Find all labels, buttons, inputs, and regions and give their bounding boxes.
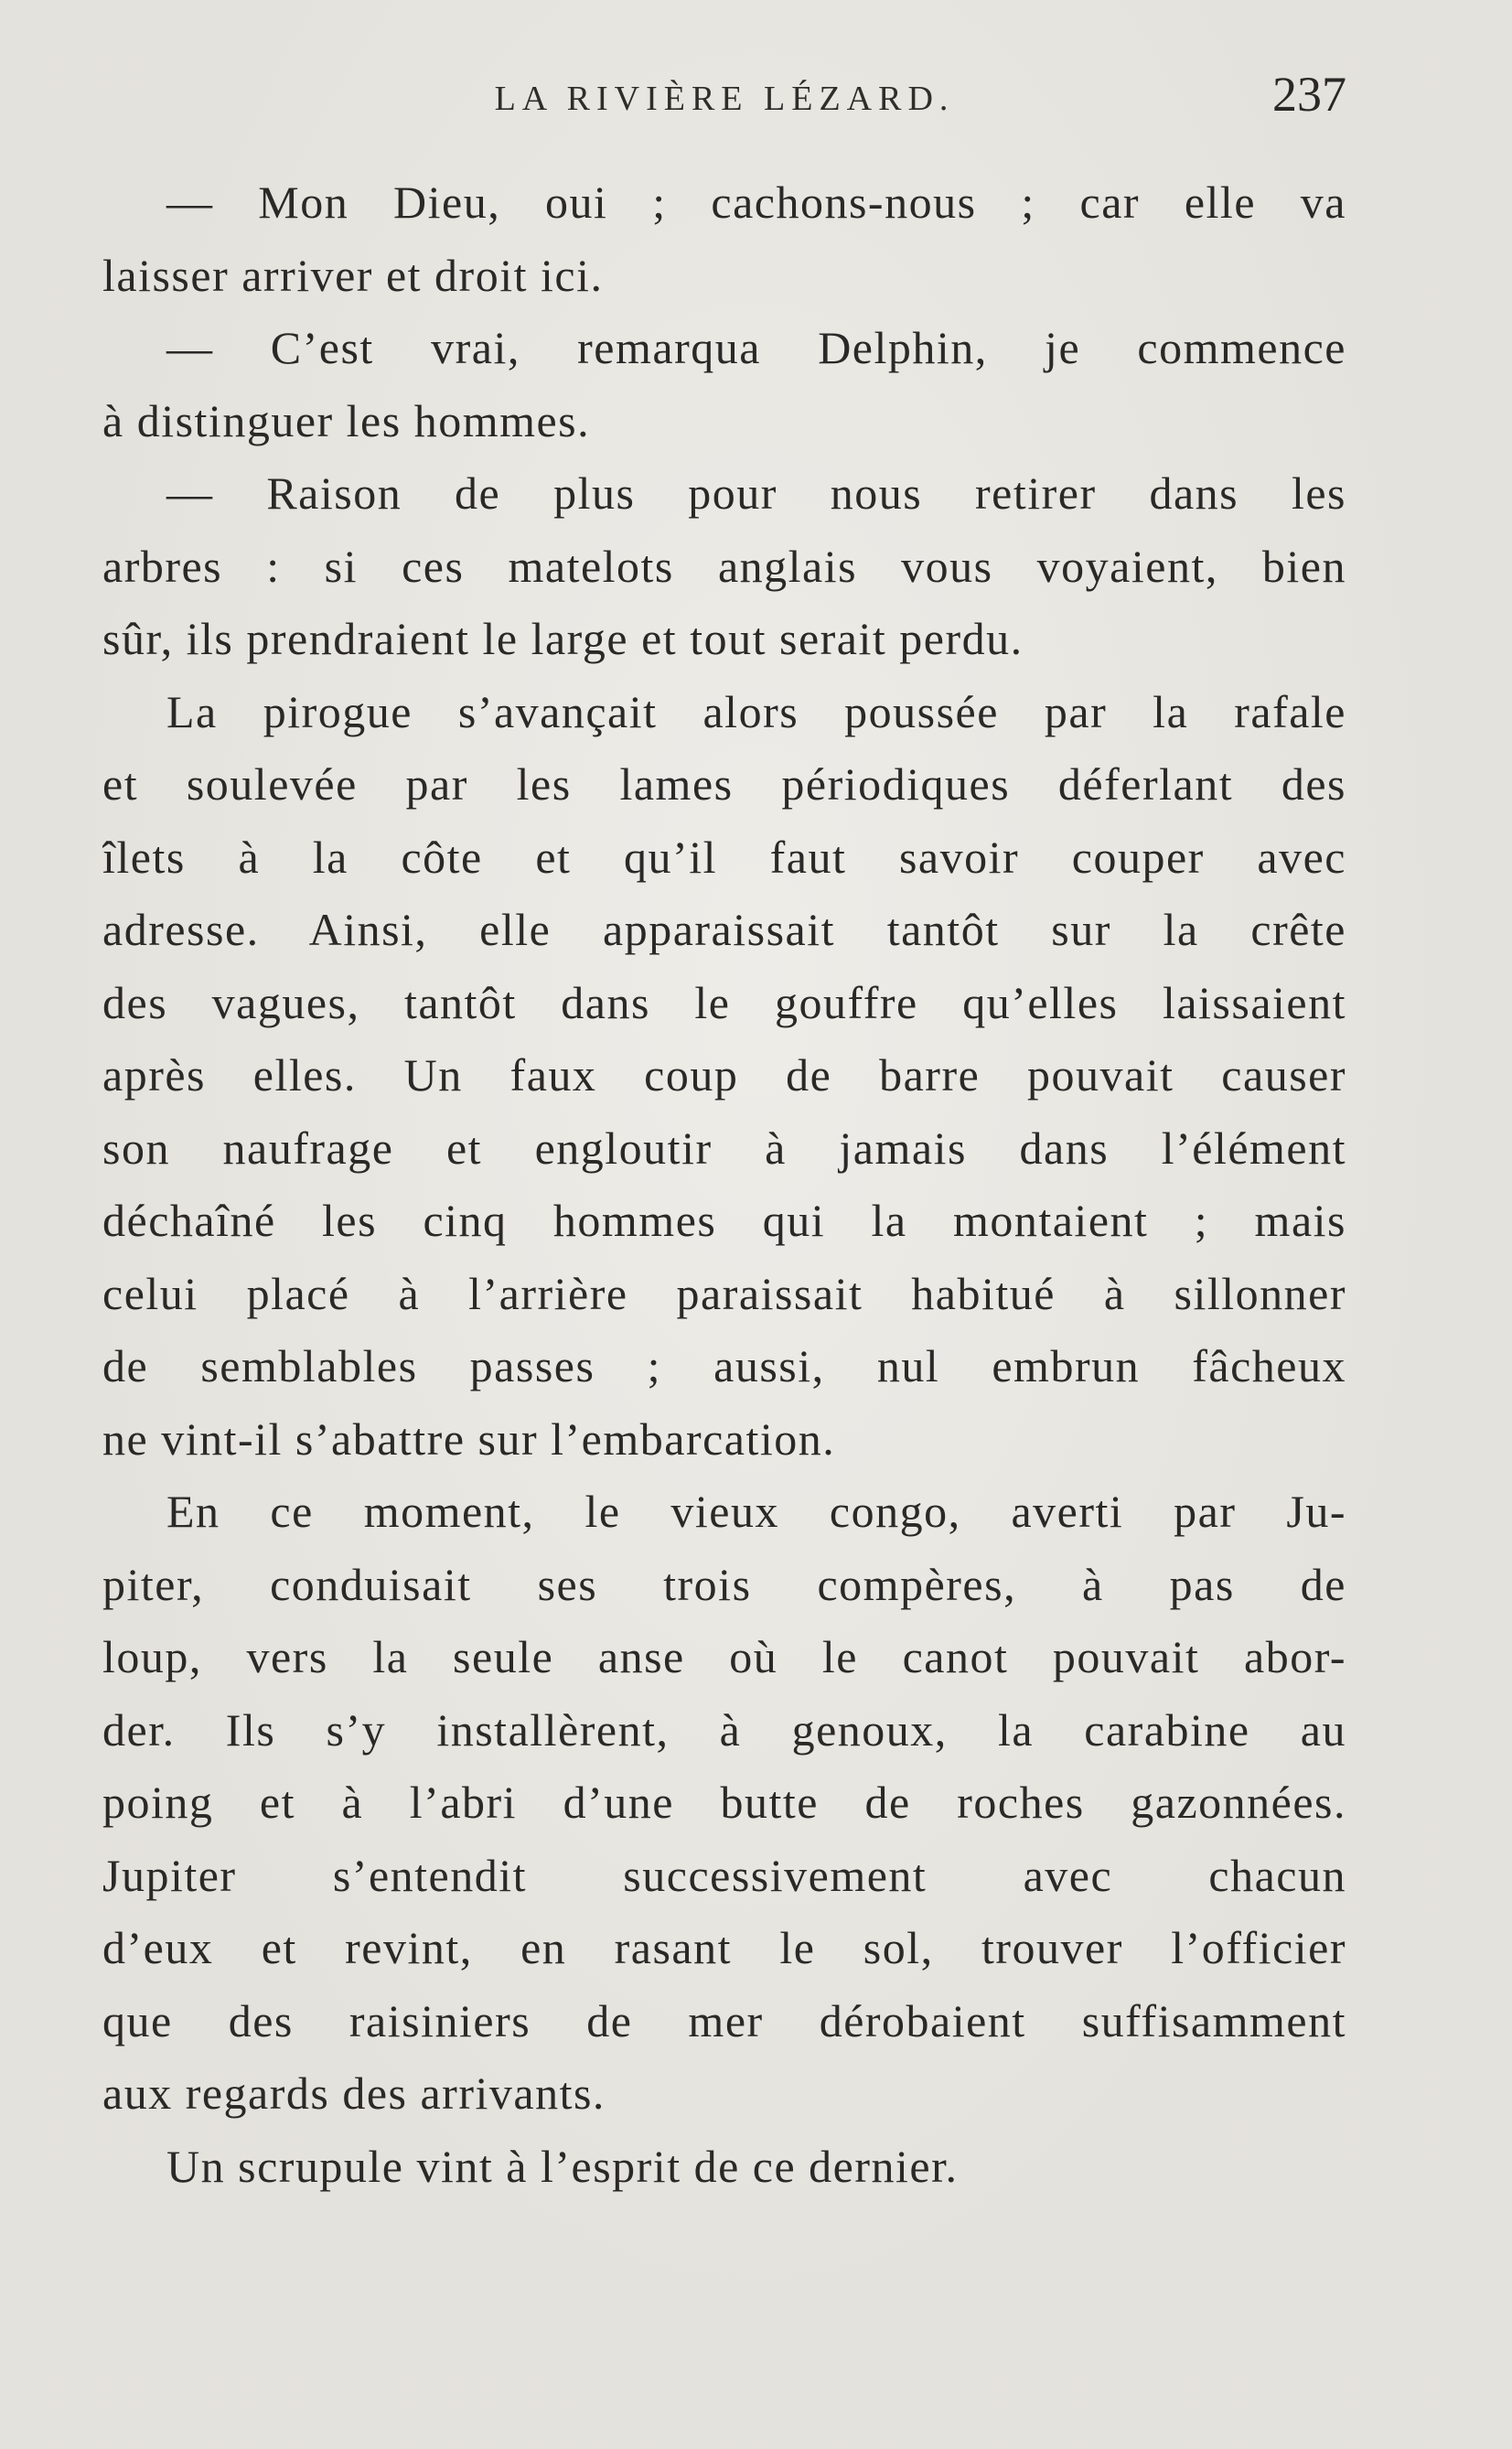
text-line: déchaîné les cinq hommes qui la montaient ; mais <box>102 1195 1346 1246</box>
text-line: à distinguer les hommes. <box>102 394 591 446</box>
text-line: piter, conduisait ses trois compères, à pas de <box>102 1558 1346 1610</box>
text-line: Un scrupule vint à l’esprit de ce dernier. <box>166 2140 959 2192</box>
text-line: ne vint-il s’abattre sur l’embarcation. <box>102 1412 836 1465</box>
text-line: et soulevée par les lames périodiques déferlant des <box>102 758 1346 810</box>
text-line: laisser arriver et droit ici. <box>102 249 604 301</box>
text-line: La pirogue s’avançait alors poussée par la rafale <box>166 685 1346 737</box>
text-line: îlets à la côte et qu’il faut savoir couper avec <box>102 831 1346 883</box>
text-line: Jupiter s’entendit successivement avec chacun <box>102 1849 1346 1901</box>
text-line: aux regards des arrivants. <box>102 2068 606 2119</box>
text-line: de semblables passes ; aussi, nul embrun fâcheux <box>102 1340 1346 1391</box>
text-line: adresse. Ainsi, elle apparaissait tantôt sur la crête <box>102 904 1346 955</box>
text-line: son naufrage et engloutir à jamais dans l’élément <box>102 1122 1346 1174</box>
text-line: celui placé à l’arrière paraissait habitué à sillonner <box>102 1267 1346 1319</box>
text-line: d’eux et revint, en rasant le sol, trouver l’officier <box>102 1922 1346 1973</box>
text-line: — C’est vrai, remarqua Delphin, je commence <box>166 322 1346 373</box>
text-line: poing et à l’abri d’une butte de roches gazonnées. <box>102 1777 1346 1828</box>
page-header <box>102 66 1346 130</box>
running-title: LA RIVIÈRE LÉZARD. <box>494 80 955 118</box>
text-line: — Raison de plus pour nous retirer dans les <box>166 467 1346 519</box>
text-line: arbres : si ces matelots anglais vous voyaient, bien <box>102 540 1346 592</box>
text-line: des vagues, tantôt dans le gouffre qu’elles laissaient <box>102 976 1346 1028</box>
page-number: 237 <box>1272 67 1346 122</box>
text-line: sûr, ils prendraient le large et tout serait perdu. <box>102 613 1024 664</box>
text-line: En ce moment, le vieux congo, averti par Ju- <box>166 1486 1346 1537</box>
text-line: après elles. Un faux coup de barre pouvait causer <box>102 1049 1346 1101</box>
text-line: der. Ils s’y installèrent, à genoux, la carabine au <box>102 1703 1346 1756</box>
body-text <box>102 166 1346 2203</box>
text-line: que des raisiniers de mer dérobaient suffisamment <box>102 1994 1346 2046</box>
text-line: — Mon Dieu, oui ; cachons-nous ; car elle va <box>166 177 1346 228</box>
text-line: loup, vers la seule anse où le canot pouvait abor- <box>102 1631 1346 1682</box>
